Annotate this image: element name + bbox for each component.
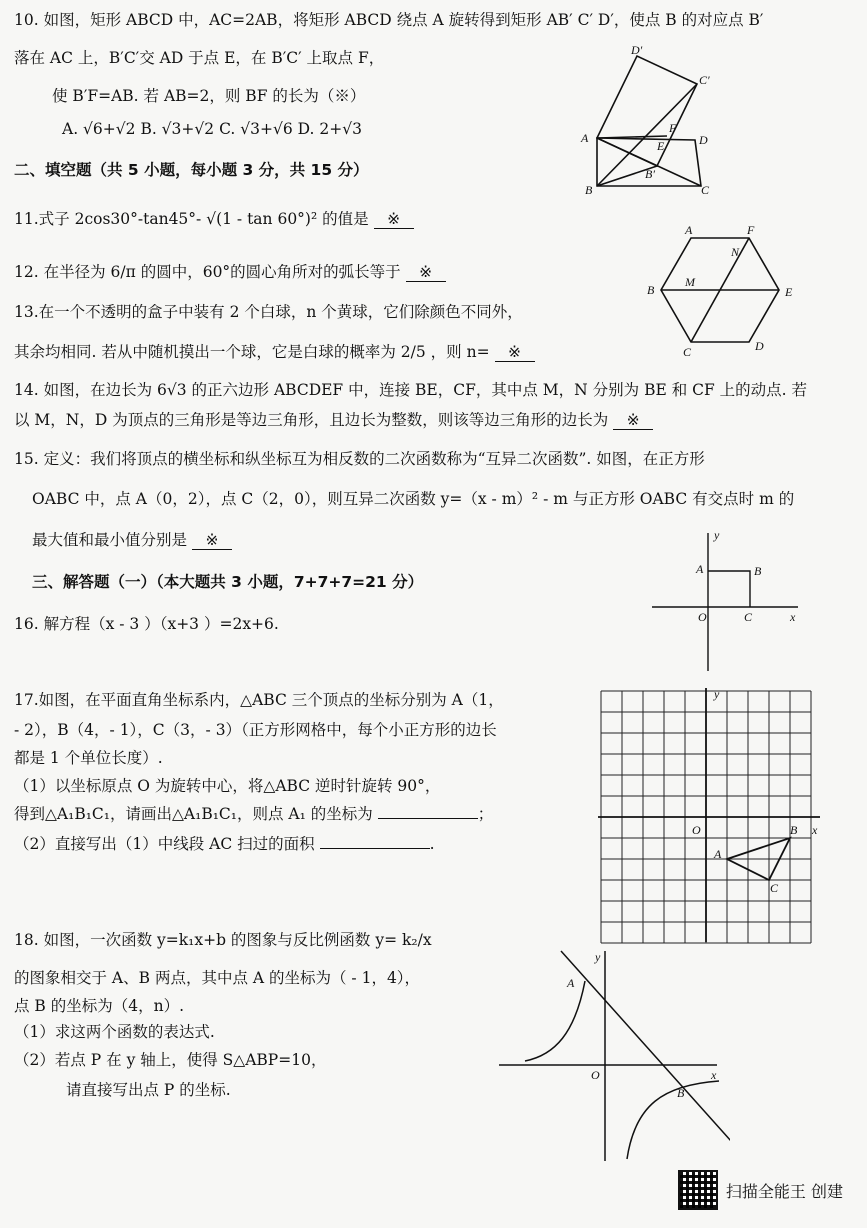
label-hex-c: C xyxy=(683,345,692,359)
q17-line2: - 2），B（4，- 1），C（3，- 3）（正方形网格中，每个小正方形的边长 xyxy=(14,721,497,739)
q15-blank: ※ xyxy=(192,531,232,550)
q15-line2: OABC 中，点 A（0，2），点 C（2，0），则互异二次函数 y=（x - m）² - m 与正方形 OABC 有交点时 m 的 xyxy=(32,490,795,508)
label-sq-x: x xyxy=(790,610,796,624)
q15-line3-wrap xyxy=(32,528,232,550)
q15-line1: 15. 定义：我们将顶点的横坐标和纵坐标互为相反数的二次函数称为“互异二次函数”. 如图，在正方形 xyxy=(14,450,705,468)
label-hyp-o: O xyxy=(591,1068,600,1082)
label-hyp-x: x xyxy=(711,1068,717,1082)
label-e: E xyxy=(657,139,665,153)
hexagon-figure xyxy=(645,222,805,360)
label-grid-x: x xyxy=(812,823,818,837)
q17-line5-wrap: 得到△A₁B₁C₁，请画出△A₁B₁C₁，则点 A₁ 的坐标为 ； xyxy=(14,805,494,823)
q13-line2: 其余均相同. 若从中随机摸出一个球，它是白球的概率为 2/5 ，则 n= xyxy=(14,343,490,361)
q11-blank: ※ xyxy=(374,210,414,229)
label-hex-m: M xyxy=(685,275,695,289)
q14-line2: 以 M，N，D 为顶点的三角形是等边三角形，且边长为整数，则该等边三角形的边长为 xyxy=(14,411,609,429)
label-b: B xyxy=(585,183,593,197)
q17-line1: 17.如图，在平面直角坐标系内，△ABC 三个顶点的坐标分别为 A（1， xyxy=(14,691,504,709)
label-hyp-b: B xyxy=(677,1086,685,1100)
label-d: D xyxy=(699,133,708,147)
label-f: F xyxy=(669,121,677,135)
q14-line1: 14. 如图，在边长为 6√3 的正六边形 ABCDEF 中，连接 BE，CF，其中点 M，N 分别为 BE 和 CF 上的动点. 若 xyxy=(14,381,808,399)
label-grid-o: O xyxy=(692,823,701,837)
label-grid-c: C xyxy=(770,881,779,895)
label-sq-a: A xyxy=(696,562,704,576)
qr-code-icon xyxy=(678,1170,718,1210)
label-hyp-y: y xyxy=(595,950,601,964)
q11-text: 11.式子 2cos30°-tan45°- √(1 - tan 60°)² 的值是 xyxy=(14,210,369,228)
q17-blank2 xyxy=(320,848,430,849)
square-figure xyxy=(648,525,808,675)
section2-heading: 二、填空题（共 5 小题，每小题 3 分，共 15 分） xyxy=(14,161,369,179)
label-grid-a: A xyxy=(714,847,722,861)
q16-line: 16. 解方程（x - 3 ）（x+3 ）=2x+6. xyxy=(14,615,279,633)
footer-text: 扫描全能王 创建 xyxy=(725,1181,843,1201)
label-a: A xyxy=(581,131,589,145)
q10-line2: 落在 AC 上，B′C′交 AD 于点 E，在 B′C′ 上取点 F， xyxy=(14,49,385,67)
grid-figure xyxy=(598,684,828,946)
label-c-prime: C′ xyxy=(699,73,710,87)
q17-line3: 都是 1 个单位长度）. xyxy=(14,749,163,767)
label-hex-b: B xyxy=(647,283,655,297)
q11-line xyxy=(14,207,414,229)
label-grid-y: y xyxy=(714,687,720,701)
q18-line5: （2）若点 P 在 y 轴上，使得 S△ABP=10， xyxy=(14,1051,327,1069)
label-hex-e: E xyxy=(785,285,793,299)
label-hex-f: F xyxy=(747,223,755,237)
q17-line6: （2）直接写出（1）中线段 AC 扫过的面积 xyxy=(14,835,315,853)
q18-line2: 的图象相交于 A、B 两点，其中点 A 的坐标为（ - 1，4）， xyxy=(14,969,421,987)
q18-line1: 18. 如图，一次函数 y=k₁x+b 的图象与反比例函数 y= k₂/x xyxy=(14,931,432,949)
label-hex-n: N xyxy=(731,245,740,259)
q13-blank: ※ xyxy=(495,343,535,362)
section3-heading: 三、解答题（一）（本大题共 3 小题，7+7+7=21 分） xyxy=(32,573,424,591)
label-c: C xyxy=(701,183,710,197)
q12-line xyxy=(14,260,446,282)
q13-line2-wrap xyxy=(14,340,535,362)
q17-blank1 xyxy=(378,818,478,819)
label-d-prime: D′ xyxy=(631,43,643,57)
label-sq-c: C xyxy=(744,610,753,624)
q17-line4: （1）以坐标原点 O 为旋转中心，将△ABC 逆时针旋转 90°， xyxy=(14,777,441,795)
label-hex-d: D xyxy=(755,339,764,353)
label-grid-b: B xyxy=(790,823,798,837)
q18-line4: （1）求这两个函数的表达式. xyxy=(14,1023,215,1041)
q18-line6: 请直接写出点 P 的坐标. xyxy=(66,1081,231,1099)
q10-options: A. √6+√2 B. √3+√2 C. √3+√6 D. 2+√3 xyxy=(62,120,362,138)
label-sq-o: O xyxy=(698,610,707,624)
q17-line6-wrap: （2）直接写出（1）中线段 AC 扫过的面积 . xyxy=(14,835,435,853)
q10-line3: 使 B′F=AB. 若 AB=2，则 BF 的长为（※） xyxy=(52,87,366,105)
scanner-watermark xyxy=(678,1170,843,1210)
hyperbola-figure xyxy=(495,945,730,1165)
q15-line3: 最大值和最小值分别是 xyxy=(32,531,188,549)
q13-line1: 13.在一个不透明的盒子中装有 2 个白球，n 个黄球，它们除颜色不同外， xyxy=(14,303,523,321)
q12-text: 12. 在半径为 6/π 的圆中，60°的圆心角所对的弧长等于 xyxy=(14,263,401,281)
label-sq-y: y xyxy=(714,528,720,542)
q14-blank: ※ xyxy=(613,411,653,430)
q17-line5: 得到△A₁B₁C₁，请画出△A₁B₁C₁，则点 A₁ 的坐标为 xyxy=(14,805,373,823)
q12-blank: ※ xyxy=(406,263,446,282)
q14-line2-wrap xyxy=(14,408,653,430)
label-hex-a: A xyxy=(685,223,693,237)
label-b-prime: B′ xyxy=(645,167,655,181)
q18-line3: 点 B 的坐标为（4，n）. xyxy=(14,997,185,1015)
rect-rotation-figure xyxy=(575,40,735,200)
label-sq-b: B xyxy=(754,564,762,578)
label-hyp-a: A xyxy=(567,976,575,990)
q10-line1: 10. 如图，矩形 ABCD 中，AC=2AB，将矩形 ABCD 绕点 A 旋转得到矩形 AB′ C′ D′，使点 B 的对应点 B′ xyxy=(14,11,764,29)
